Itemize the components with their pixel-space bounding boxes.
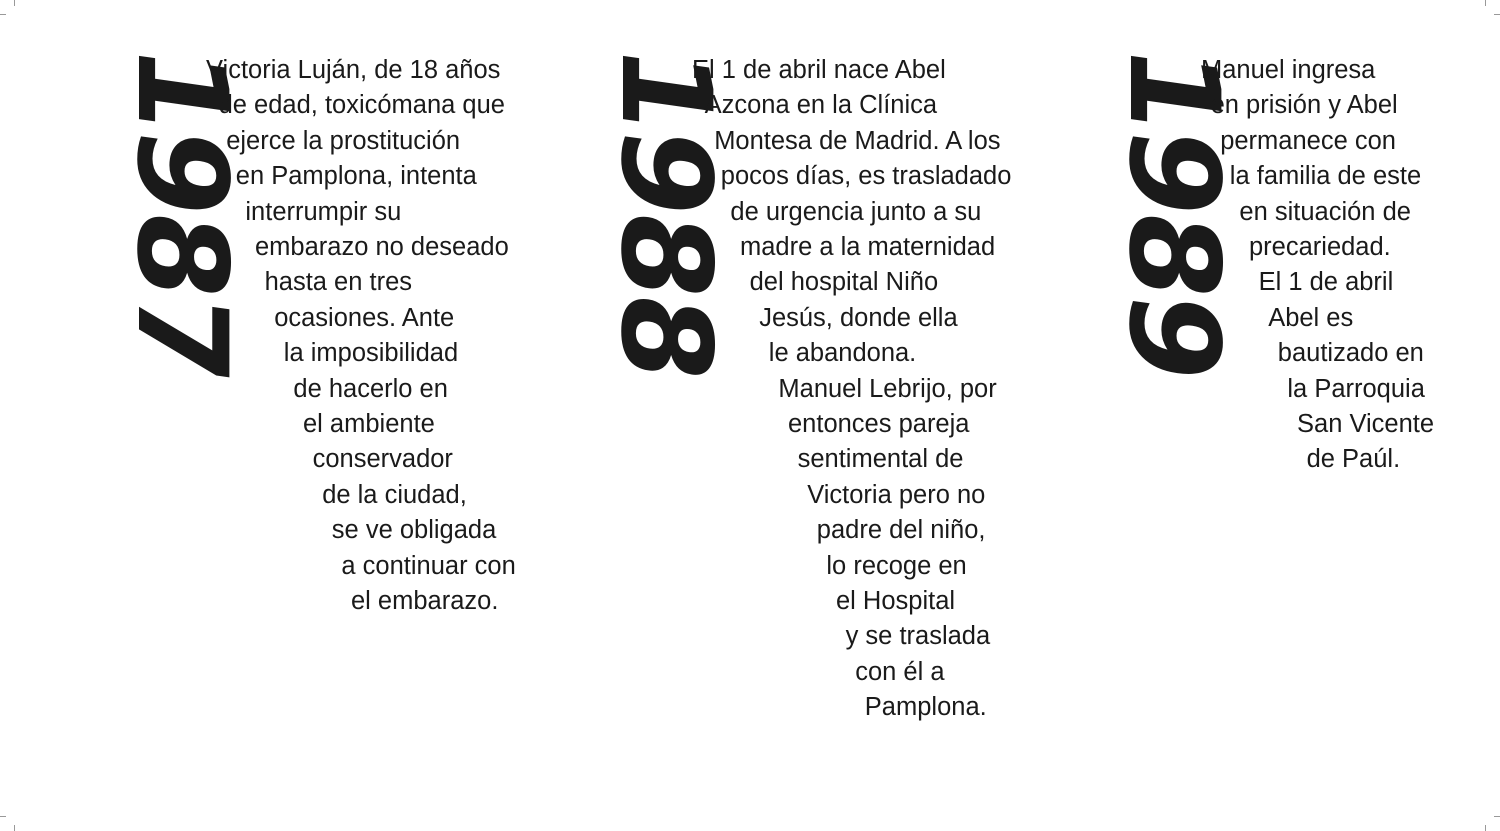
year-heading-1989: 1989: [1101, 37, 1245, 387]
text-line: el embarazo.: [351, 587, 499, 615]
text-line: de edad, toxicómana que: [218, 91, 505, 120]
text-line: madre a la maternidad: [740, 233, 996, 261]
text-line: ejerce la prostitución: [226, 126, 461, 155]
text-line: le abandona.: [768, 339, 917, 368]
text-line: interrumpir su: [245, 197, 402, 226]
text-line: precariedad.: [1249, 233, 1391, 261]
text-line: a continuar con: [341, 551, 516, 580]
text-line: de la ciudad,: [322, 480, 467, 509]
text-line: la familia de este: [1229, 162, 1422, 191]
text-line: padre del niño,: [816, 516, 986, 545]
text-line: en situación de: [1239, 197, 1411, 226]
text-line: en Pamplona, intenta: [235, 162, 477, 191]
text-line: Abel es: [1268, 303, 1354, 332]
text-line: embarazo no deseado: [255, 233, 509, 261]
text-line: de urgencia junto a su: [730, 197, 982, 226]
year-heading-1988: 1988: [593, 37, 737, 387]
text-line: conservador: [312, 445, 453, 474]
text-line: en prisión y Abel: [1210, 91, 1398, 120]
text-line: Montesa de Madrid. A los: [714, 126, 1001, 155]
text-line: pocos días, es trasladado: [720, 162, 1012, 191]
crop-mark: [1494, 14, 1500, 15]
text-line: El 1 de abril: [1258, 268, 1394, 297]
crop-mark: [0, 14, 6, 15]
text-line: entonces pareja: [788, 410, 970, 438]
text-line: Jesús, donde ella: [759, 303, 958, 332]
crop-mark: [1485, 825, 1486, 831]
crop-mark: [14, 825, 15, 831]
text-line: Manuel ingresa: [1201, 56, 1376, 84]
text-line: sentimental de: [797, 445, 964, 474]
text-line: de hacerlo en: [293, 374, 448, 403]
crop-mark: [1494, 816, 1500, 817]
text-line: Pamplona.: [864, 693, 987, 722]
text-line: el ambiente: [303, 410, 435, 438]
text-line: San Vicente: [1297, 410, 1435, 438]
text-line: con él a: [855, 657, 945, 686]
text-line: Victoria Luján, de 18 años: [206, 56, 501, 84]
text-line: y se traslada: [845, 622, 991, 651]
text-line: la Parroquia: [1287, 374, 1425, 403]
text-line: Manuel Lebrijo, por: [778, 374, 997, 403]
text-line: la imposibilidad: [283, 339, 459, 368]
text-line: permanece con: [1220, 126, 1396, 155]
crop-mark: [1485, 0, 1486, 6]
text-line: Azcona en la Clínica: [704, 91, 938, 120]
year-heading-1987: 1987: [109, 37, 253, 387]
text-line: Victoria pero no: [807, 480, 986, 509]
text-line: de Paúl.: [1306, 445, 1401, 474]
text-line: del hospital Niño: [749, 268, 939, 297]
crop-mark: [14, 0, 15, 6]
text-line: hasta en tres: [264, 268, 413, 297]
text-line: bautizado en: [1277, 339, 1424, 368]
text-line: el Hospital: [836, 587, 956, 615]
text-line: se ve obligada: [331, 516, 497, 545]
text-line: El 1 de abril nace Abel: [692, 56, 946, 84]
crop-mark: [0, 816, 6, 817]
text-line: lo recoge en: [826, 551, 967, 580]
text-line: ocasiones. Ante: [274, 303, 455, 332]
